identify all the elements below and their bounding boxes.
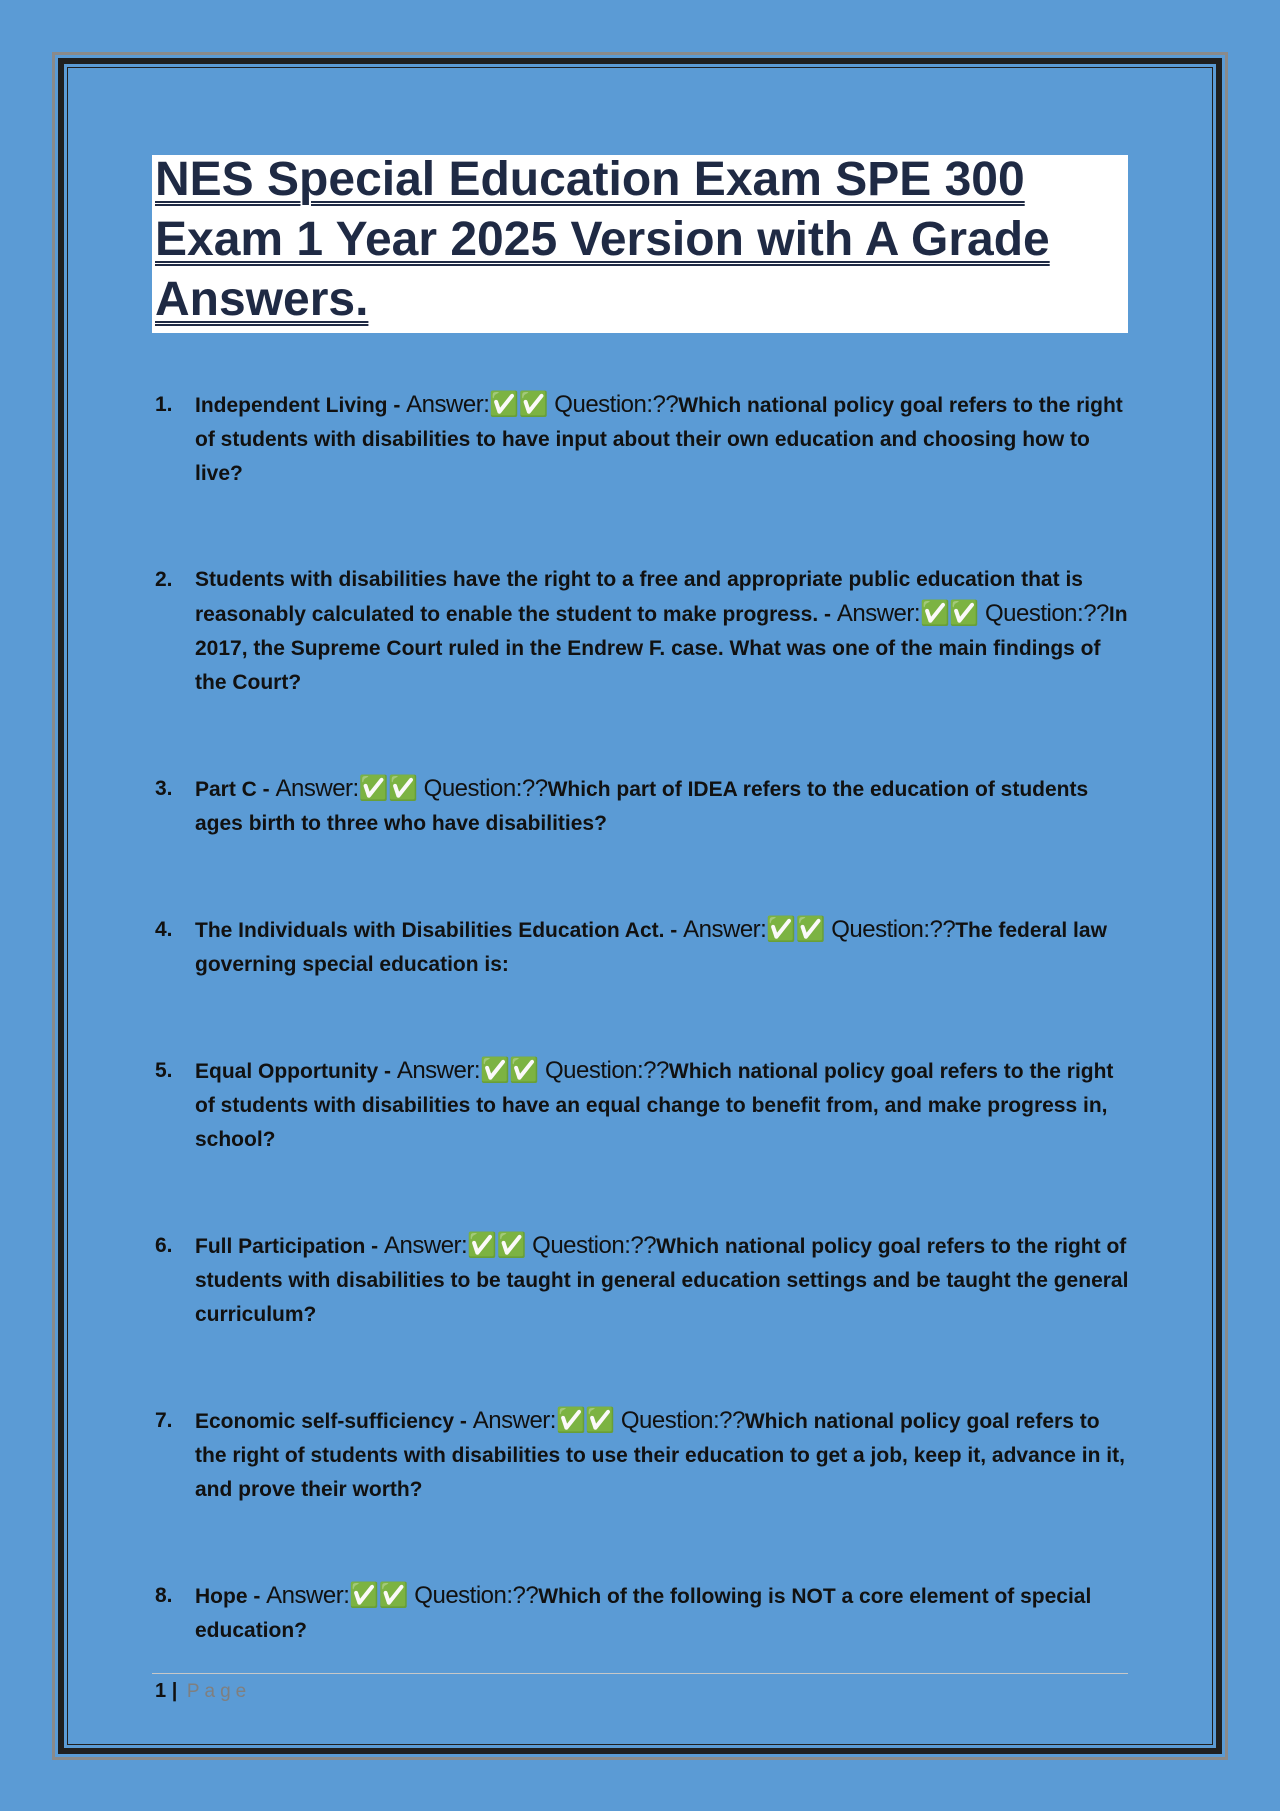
list-item [155, 913, 1130, 982]
answer-text: Economic self-sufficiency - [195, 1410, 473, 1433]
answer-marker: Answer:✅✅ Question:?? [836, 600, 1109, 627]
item-number: 4. [155, 918, 173, 941]
list-item [155, 1229, 1130, 1332]
item-number: 8. [155, 1584, 173, 1607]
question-text: The federal law governing special education is: [195, 919, 1107, 976]
list-item [155, 772, 1130, 841]
question-text: Which national policy goal refers to the right of students with disabilities to use their education to get a job, keep it, advance in it, and prove their worth? [195, 1410, 1125, 1501]
page-number: 1 [155, 1680, 167, 1702]
page-label: Page [186, 1681, 252, 1702]
item-number: 2. [155, 568, 173, 591]
item-number: 5. [155, 1059, 173, 1082]
answer-marker: Answer:✅✅ Question:?? [266, 1582, 539, 1609]
answer-text: Hope - [195, 1585, 267, 1608]
question-text: Which national policy goal refers to the right of students with disabilities to have an equal change to benefit from, and make progress in, school? [195, 1060, 1114, 1151]
answer-marker: Answer:✅✅ Question:?? [275, 775, 548, 802]
question-list [155, 388, 1130, 1648]
list-item [155, 1054, 1130, 1157]
item-number: 3. [155, 777, 173, 800]
item-number: 1. [155, 393, 173, 416]
question-text: Which of the following is NOT a core element of special education? [195, 1585, 1092, 1642]
question-text: Which part of IDEA refers to the education of students ages birth to three who have disabilities? [195, 778, 1089, 835]
item-number: 6. [155, 1234, 173, 1257]
answer-marker: Answer:✅✅ Question:?? [384, 1232, 657, 1259]
footer-separator: | [171, 1680, 178, 1702]
question-text: In 2017, the Supreme Court ruled in the Endrew F. case. What was one of the main findings of the Court? [195, 603, 1128, 694]
document-title: NES Special Education Exam SPE 300 Exam 1 Year 2025 Version with A Grade Answers. [155, 153, 1050, 326]
list-item [155, 563, 1130, 700]
answer-text: Full Participation - [195, 1235, 385, 1258]
item-number: 7. [155, 1409, 173, 1432]
question-text: Which national policy goal refers to the right of students with disabilities to be taught in general education settings and be taught the general curriculum? [195, 1235, 1129, 1326]
answer-text: The Individuals with Disabilities Education Act. - [195, 919, 684, 942]
answer-text: Part C - [195, 778, 276, 801]
answer-marker: Answer:✅✅ Question:?? [406, 391, 679, 418]
list-item [155, 1579, 1130, 1648]
question-text: Which national policy goal refers to the right of students with disabilities to have input about their own education and choosing how to live? [195, 394, 1123, 485]
answer-marker: Answer:✅✅ Question:?? [683, 916, 956, 943]
answer-text: Equal Opportunity - [195, 1060, 397, 1083]
answer-marker: Answer:✅✅ Question:?? [396, 1057, 669, 1084]
answer-marker: Answer:✅✅ Question:?? [472, 1407, 745, 1434]
footer-divider [152, 1673, 1128, 1674]
answer-text: Students with disabilities have the right to a free and appropriate public education that is reasonably calculated to enable the student to make progress. - [195, 568, 1083, 626]
page-footer [155, 1680, 251, 1703]
list-item [155, 1404, 1130, 1507]
list-item [155, 388, 1130, 491]
answer-text: Independent Living - [195, 394, 407, 417]
